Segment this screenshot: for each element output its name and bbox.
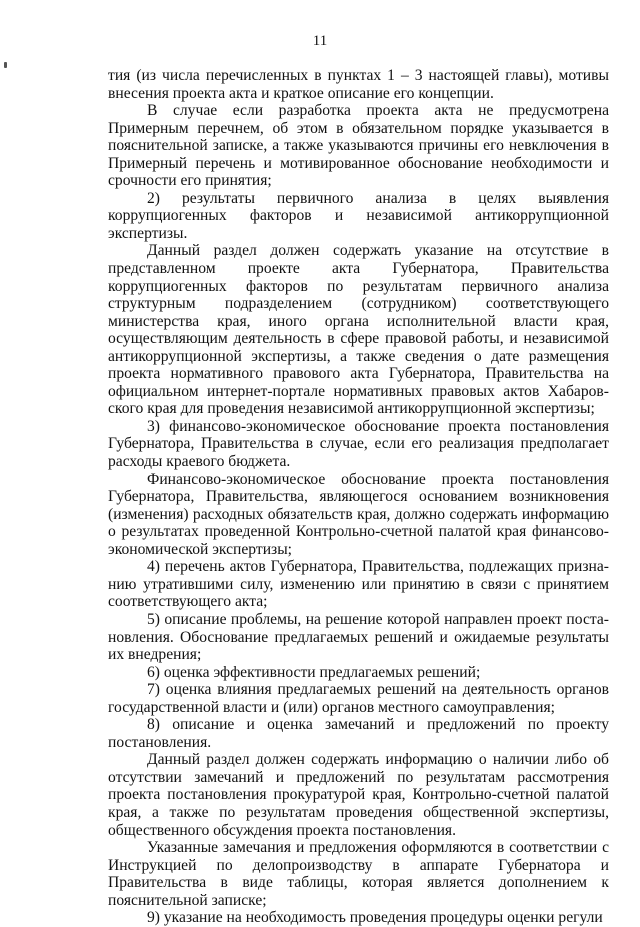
paragraph-continuation: тия (из числа перечисленных в пунктах 1 – 3 настоящей главы), мотивы внесения проекта акта и краткое описание его концепции. (108, 67, 609, 102)
paragraph-item-7: 7) оценка влияния предлагаемых решений на деятельность органов государственной власти и (или) органов местного самоуправления; (108, 681, 609, 716)
paragraph-item-5: 5) описание проблемы, на решение которой направлен проект постановления. Обоснование предлагаемых решений и ожидаемые результаты их внедрения; (108, 610, 609, 664)
paragraph: Финансово-экономическое обоснование проекта постановления Губернатора, Правительства, являющегося основанием возникновения (изменения) расходных обязательств края, должно содержать информацию о результатах проведенной Контрольно-счетной палатой края финансово-экономической экспертизы; (108, 470, 609, 558)
paragraph-item-2: 2) результаты первичного анализа в целях выявления коррупциогенных факторов и независимой антикоррупционной экспертизы. (108, 189, 609, 242)
paragraph-item-3: 3) финансово-экономическое обоснование проекта постановления Губернатора, Правительства в случае, если его реализация предполагает расходы краевого бюджета. (108, 417, 609, 471)
paragraph-item-6: 6) оценка эффективности предлагаемых решений; (147, 663, 481, 681)
paragraph-item-4: 4) перечень актов Губернатора, Правительства, подлежащих признанию утратившими силу, изменению или принятию в связи с принятием соответствующего акта; (108, 558, 609, 611)
document-body (108, 67, 609, 927)
paragraph: Указанные замечания и предложения оформляются в соответствии с Инструкцией по делопроизводству в аппарате Губернатора и Правительства в виде таблицы, которая является дополнением к пояснительной записке; (108, 839, 609, 909)
page-number: 11 (312, 33, 328, 49)
paragraph: Данный раздел должен содержать указание на отсутствие в представленном проекте акта Губернатора, Правительства коррупциогенных факторов по результатам первичного анализа структурным подразделением (сотрудником) соответствующего министерства края, иного органа исполнительной власти края, осуществляющим деятельность в сфере правовой работы, и независимой антикоррупционной экспертизы, а также сведения о дате размещения проекта нормативного правового акта Губернатора, Правительства на официальном интернет-портале нормативных правовых актов Хабаровского края для проведения независимой антикоррупционной экспертизы; (108, 242, 609, 418)
paragraph-item-9: 9) указание на необходимость проведения процедуры оценки регули (147, 909, 603, 927)
paragraph-item-8: 8) описание и оценка замечаний и предложений по проекту постановления. (108, 716, 609, 751)
scan-edge-mark (4, 62, 7, 68)
paragraph: Данный раздел должен содержать информацию о наличии либо об отсутствии замечаний и предложений по результатам рассмотрения проекта постановления прокуратурой края, Контрольно-счетной палатой края, а также по результатам проведения общественной экспертизы, общественного обсуждения проекта постановления. (108, 751, 609, 839)
paragraph: В случае если разработка проекта акта не предусмотрена Примерным перечнем, об этом в обязательном порядке указывается в пояснительной записке, а также указываются причины его невключения в Примерный перечень и мотивированное обоснование необходимости и срочности его принятия; (108, 102, 609, 190)
